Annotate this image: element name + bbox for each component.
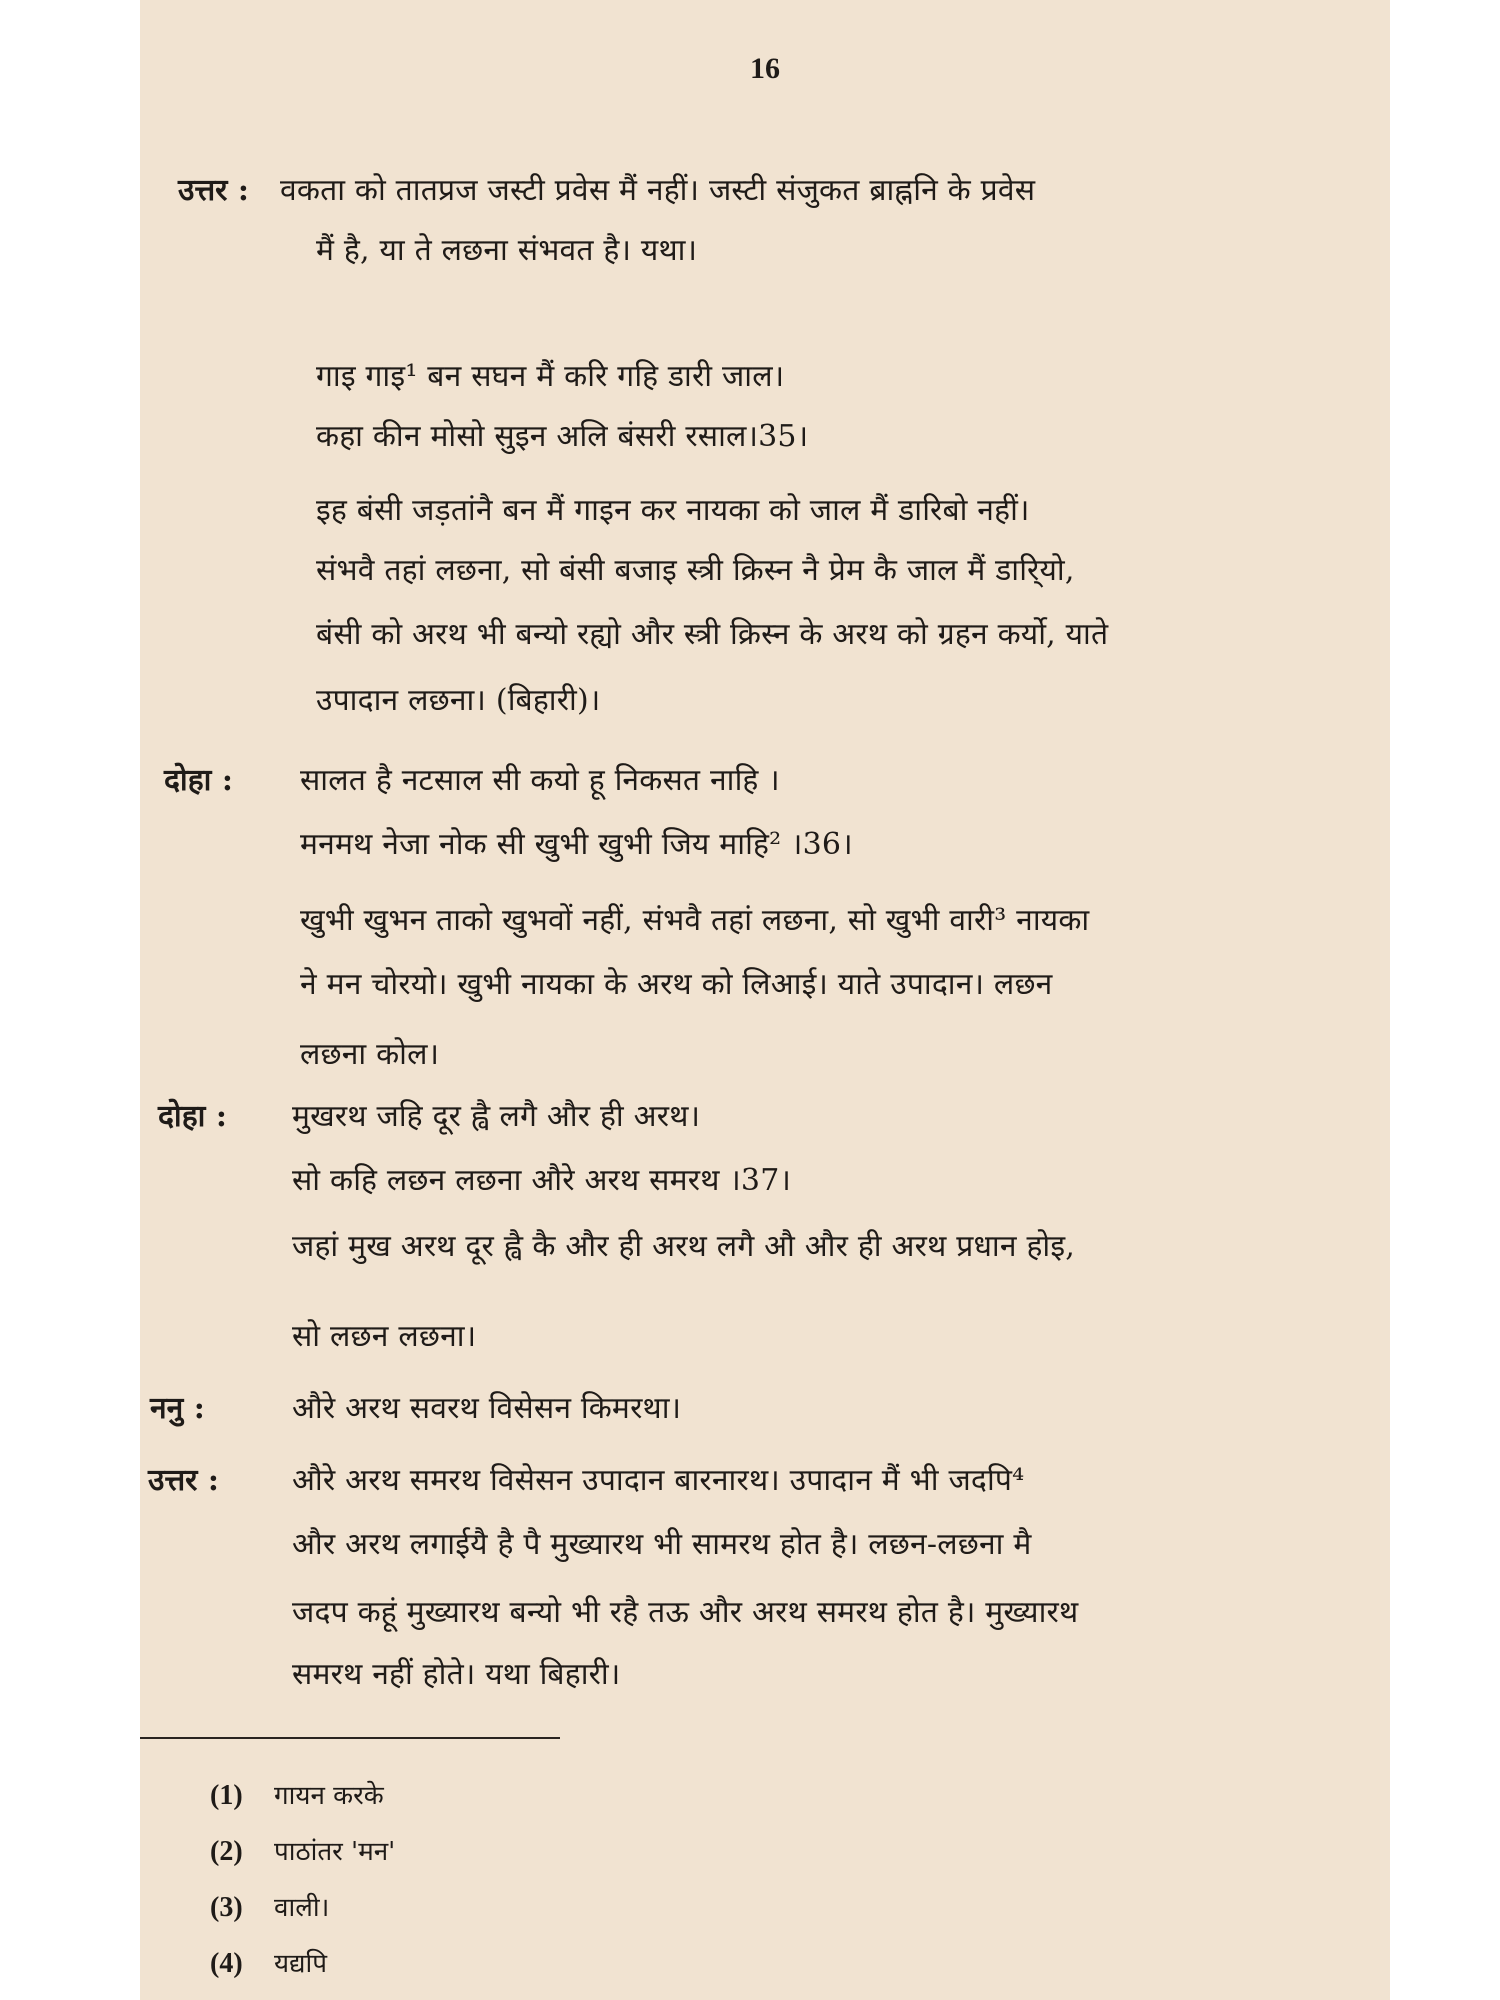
verse-line: मनमथ नेजा नोक सी खुभी खुभी जिय माहि² ।36। <box>300 827 853 862</box>
text-line: उपादान लछना। (बिहारी)। <box>316 683 601 718</box>
text-line: इह बंसी जड़तांनै बन मैं गाइन कर नायका को जाल मैं डारिबो नहीं। <box>316 493 1030 528</box>
footnote-text: यद्यपि <box>274 1949 327 1979</box>
text-line: लछना कोल। <box>300 1037 440 1072</box>
footnote-number: (4) <box>210 1948 243 1979</box>
section-label: दोहा : <box>164 763 233 798</box>
text-line: और अरथ लगाईयै है पै मुख्यारथ भी सामरथ होत है। लछन-लछना मै <box>292 1527 1032 1562</box>
text-line: मैं है, या ते लछना संभवत है। यथा। <box>316 233 698 268</box>
verse-line: कहा कीन मोसो सुइन अलि बंसरी रसाल।35। <box>316 419 809 454</box>
text-line: सो लछन लछना। <box>292 1319 477 1354</box>
footnote-text: पाठांतर 'मन' <box>274 1837 396 1867</box>
footnote-text: गायन करके <box>274 1781 384 1811</box>
verse-line: सालत है नटसाल सी कयो हू निकसत नाहि । <box>300 763 780 798</box>
verse-line: सो कहि लछन लछना औरे अरथ समरथ ।37। <box>292 1163 792 1198</box>
text-line: जहां मुख अरथ दूर ह्वै कै और ही अरथ लगै औ और ही अरथ प्रधान होइ, <box>292 1229 1076 1264</box>
text-line: ने मन चोरयो। खुभी नायका के अरथ को लिआई। याते उपादान। लछन <box>300 967 1053 1002</box>
footnote <box>210 1776 384 1812</box>
text-line: संभवै तहां लछना, सो बंसी बजाइ स्त्री क्रिस्न नै प्रेम कै जाल मैं डारि्यो, <box>316 553 1075 588</box>
verse-line: मुखरथ जहि दूर ह्वै लगै और ही अरथ। <box>292 1099 701 1134</box>
text-line: वकता को तातप्रज जस्टी प्रवेस मैं नहीं। जस्टी संजुकत ब्राह्ननि के प्रवेस <box>280 173 1036 208</box>
text-line: खुभी खुभन ताको खुभवों नहीं, संभवै तहां लछना, सो खुभी वारी³ नायका <box>300 903 1090 938</box>
footnote-text: वाली। <box>274 1893 330 1923</box>
footnote <box>210 1944 327 1980</box>
footnote-number: (1) <box>210 1780 243 1811</box>
text-line: औरे अरथ समरथ विसेसन उपादान बारनारथ। उपादान मैं भी जदपि⁴ <box>292 1463 1025 1498</box>
footnote-rule <box>140 1737 560 1739</box>
section-label: दोहा : <box>158 1099 227 1134</box>
text-line: बंसी को अरथ भी बन्यो रह्यो और स्त्री क्रिस्न के अरथ को ग्रहन कर्यो, याते <box>316 617 1109 652</box>
section-label: उत्तर : <box>148 1463 219 1498</box>
text-line: जदप कहूं मुख्यारथ बन्यो भी रहै तऊ और अरथ समरथ होत है। मुख्यारथ <box>292 1595 1079 1630</box>
section-label: उत्तर : <box>178 173 249 208</box>
verse-line: गाइ गाइ¹ बन सघन मैं करि गहि डारी जाल। <box>316 359 785 394</box>
footnote <box>210 1888 329 1924</box>
footnote-number: (2) <box>210 1836 243 1867</box>
footnote <box>210 1832 395 1868</box>
document-page <box>140 0 1390 2000</box>
text-line: समरथ नहीं होते। यथा बिहारी। <box>292 1657 621 1692</box>
page-number: 16 <box>750 52 780 85</box>
text-line: औरे अरथ सवरथ विसेसन किमरथा। <box>292 1391 682 1426</box>
section-label: ननु : <box>150 1391 205 1426</box>
footnote-number: (3) <box>210 1892 243 1923</box>
